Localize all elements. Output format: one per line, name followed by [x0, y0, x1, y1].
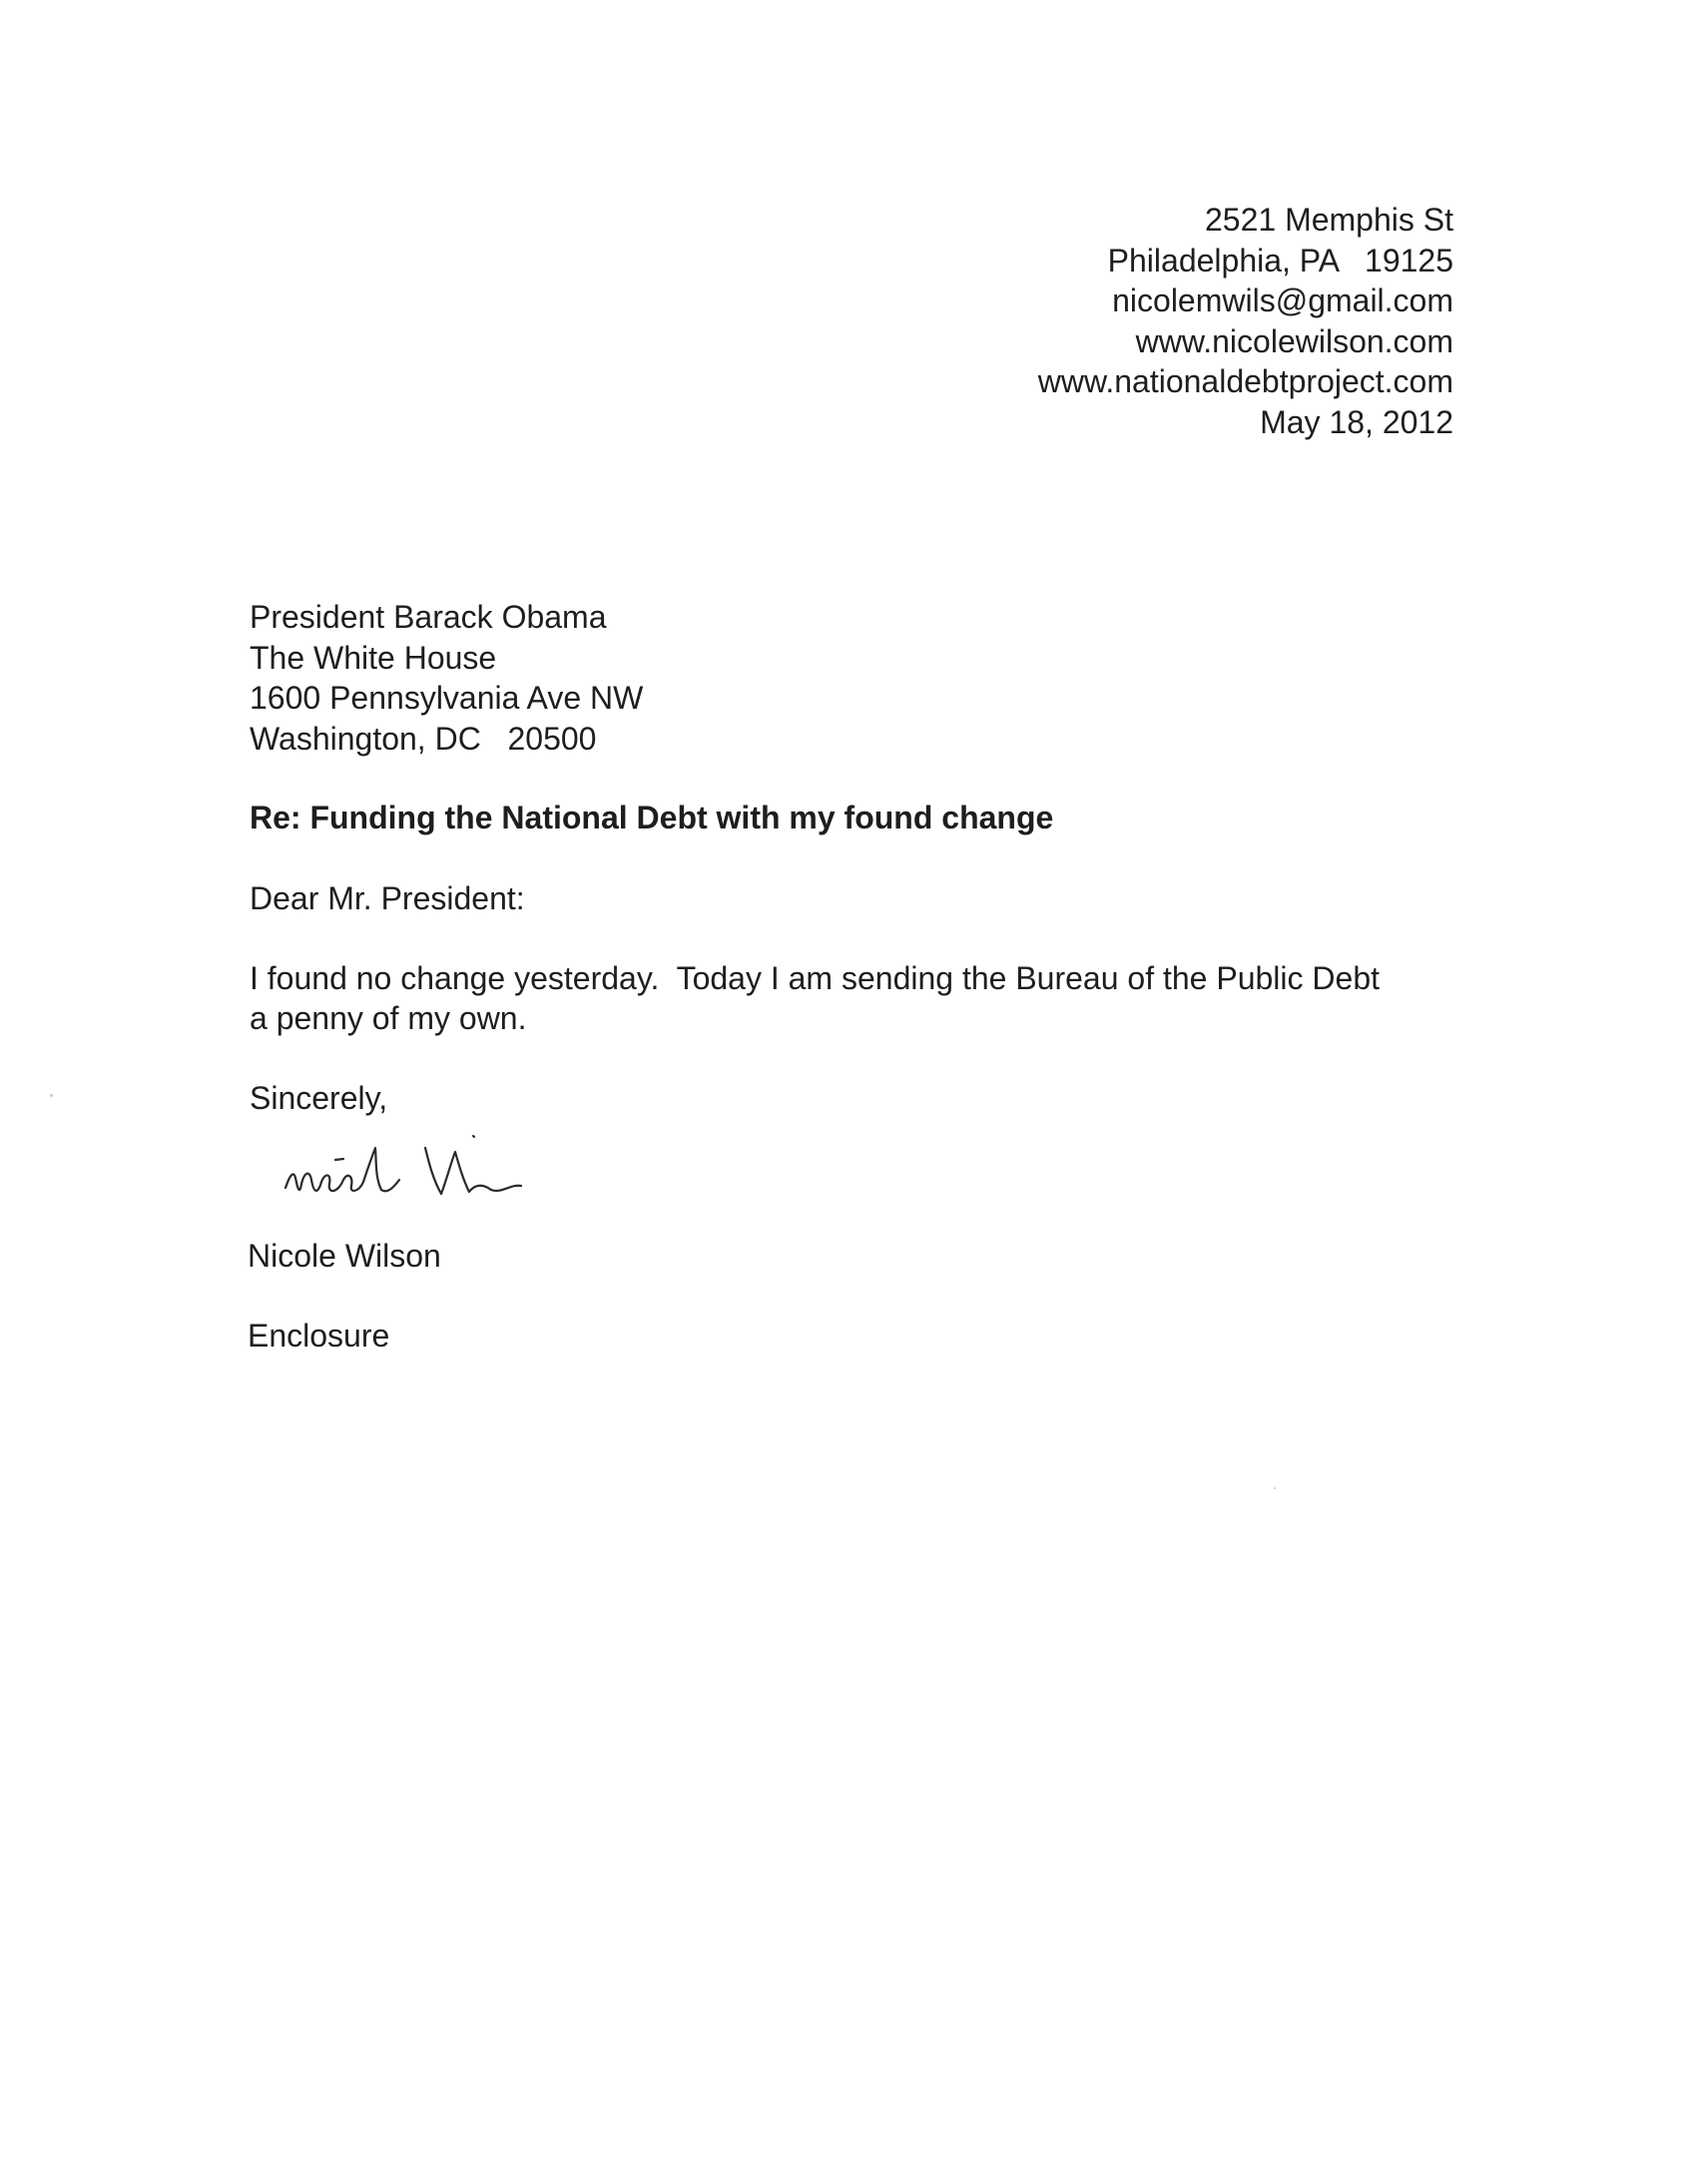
scan-speck — [50, 1094, 53, 1097]
subject-line: Re: Funding the National Debt with my found change — [250, 800, 1054, 835]
recipient-street: 1600 Pennsylvania Ave NW — [250, 680, 644, 716]
signature-stroke-dot — [473, 1136, 474, 1137]
sender-website-personal: www.nicolewilson.com — [1135, 322, 1453, 359]
recipient-name: President Barack Obama — [250, 599, 607, 635]
signature-stroke-first-name — [285, 1148, 399, 1191]
salutation: Dear Mr. President: — [250, 880, 525, 916]
recipient-organization: The White House — [250, 639, 497, 676]
body-line-1: I found no change yesterday. Today I am sending the Bureau of the Public Debt — [250, 960, 1380, 996]
recipient-city-state-zip: Washington, DC 20500 — [250, 720, 597, 757]
signer-name: Nicole Wilson — [248, 1238, 441, 1274]
scan-speck — [1274, 1487, 1276, 1489]
sender-website-project: www.nationaldebtproject.com — [1037, 363, 1453, 399]
signature-stroke-diacritic — [335, 1159, 343, 1160]
handwritten-signature — [278, 1118, 637, 1218]
recipient-address-block — [250, 597, 643, 759]
sender-city-state-zip: Philadelphia, PA 19125 — [1107, 242, 1453, 278]
closing: Sincerely, — [250, 1080, 388, 1116]
sender-street: 2521 Memphis St — [1204, 202, 1453, 238]
sender-address-block — [1038, 200, 1453, 442]
signature-stroke-last-name — [425, 1148, 521, 1194]
enclosure-notation: Enclosure — [248, 1318, 390, 1354]
body-line-2: a penny of my own. — [250, 1000, 527, 1036]
letter-date: May 18, 2012 — [1260, 403, 1453, 440]
letter-body — [250, 958, 1477, 1038]
sender-email: nicolemwils@gmail.com — [1112, 282, 1453, 318]
